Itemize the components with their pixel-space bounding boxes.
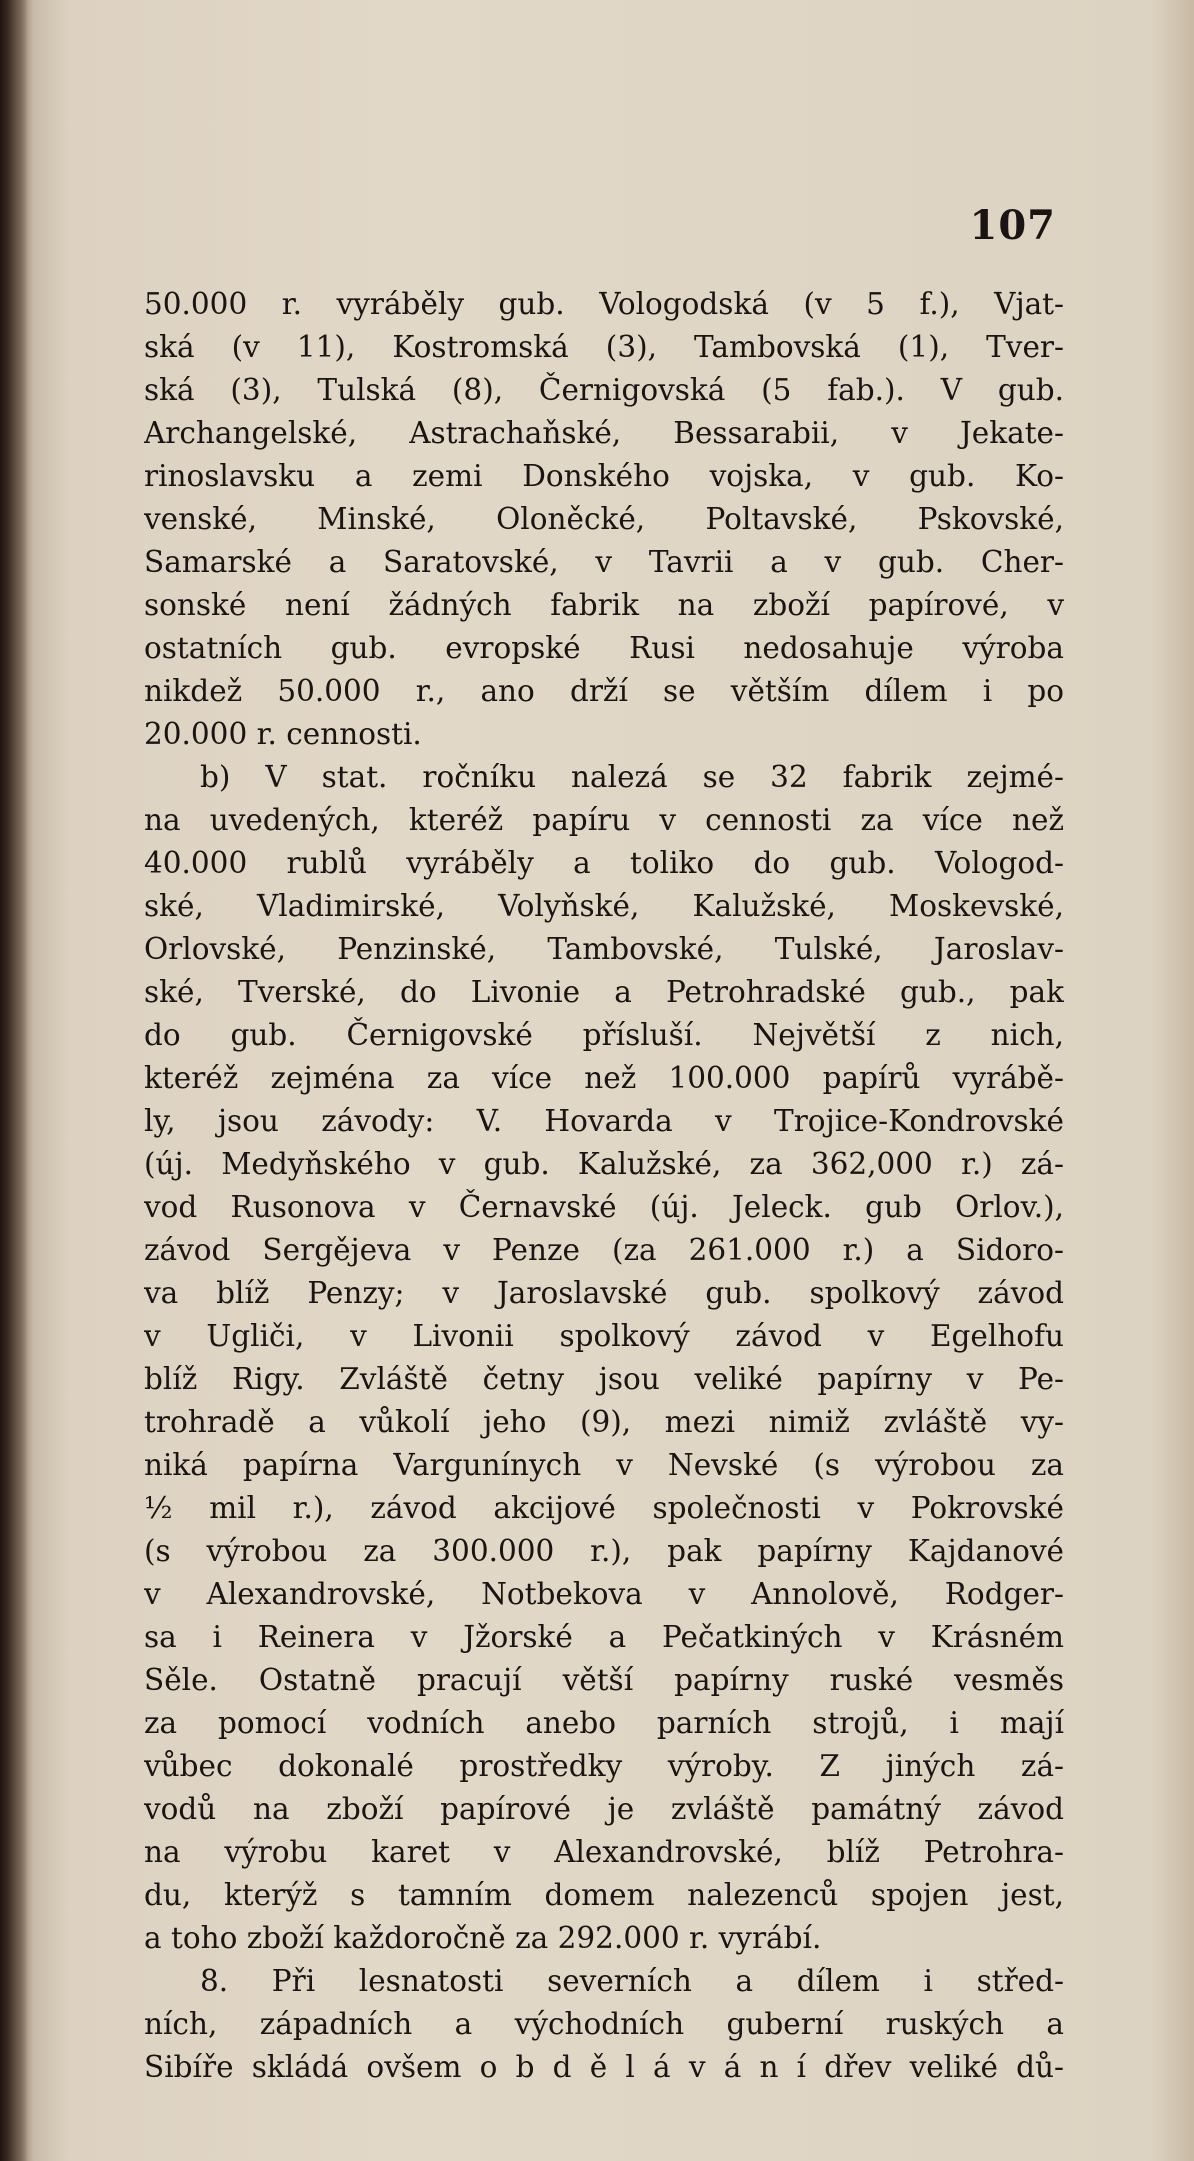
body-text <box>144 283 1064 2089</box>
text-line: trohradě a vůkolí jeho (9), mezi nimiž zvláště vy- <box>144 1405 1064 1439</box>
book-page <box>100 180 1090 2084</box>
text-line: a toho zboží každoročně za 292.000 r. vyrábí. <box>144 1921 822 1955</box>
text-line: Sibíře skládá ovšem o b d ě l á v á n í dřev veliké dů- <box>144 2050 1064 2084</box>
text-line: vodů na zboží papírové je zvláště památný závod <box>144 1792 1064 1826</box>
text-line: 50.000 r. vyráběly gub. Vologodská (v 5 f.), Vjat- <box>144 287 1064 321</box>
text-line: do gub. Černigovské přísluší. Největší z nich, <box>144 1018 1064 1052</box>
text-line: blíž Rigy. Zvláště četny jsou veliké papírny v Pe- <box>144 1362 1064 1396</box>
page-number: 107 <box>969 202 1056 249</box>
text-line: 8. Při lesnatosti severních a dílem i střed- <box>200 1964 1064 1998</box>
text-line: 40.000 rublů vyráběly a toliko do gub. Vologod- <box>144 846 1064 880</box>
text-line: (új. Medyňského v gub. Kalužské, za 362,000 r.) zá- <box>144 1147 1064 1181</box>
text-line: ních, západních a východních guberní ruských a <box>144 2007 1064 2041</box>
book-gutter <box>0 0 28 2161</box>
text-line: Archangelské, Astrachaňské, Bessarabii, v Jekate- <box>144 416 1064 450</box>
text-line: du, kterýž s tamním domem nalezenců spojen jest, <box>144 1878 1064 1912</box>
text-line: ské, Tverské, do Livonie a Petrohradské gub., pak <box>144 975 1064 1009</box>
text-line: ostatních gub. evropské Rusi nedosahuje výroba <box>144 631 1064 665</box>
text-line: rinoslavsku a zemi Donského vojska, v gub. Ko- <box>144 459 1064 493</box>
text-line: sonské není žádných fabrik na zboží papírové, v <box>144 588 1064 622</box>
text-line: venské, Minské, Oloněcké, Poltavské, Pskovské, <box>144 502 1064 536</box>
text-line: vůbec dokonalé prostředky výroby. Z jiných zá- <box>144 1749 1064 1783</box>
text-line: sa i Reinera v Jžorské a Pečatkiných v Krásném <box>144 1620 1064 1654</box>
text-line: za pomocí vodních anebo parních strojů, i mají <box>144 1706 1064 1740</box>
text-line: ½ mil r.), závod akcijové společnosti v Pokrovské <box>144 1491 1064 1525</box>
text-line: niká papírna Vargunínych v Nevské (s výrobou za <box>144 1448 1064 1482</box>
text-line: ská (v 11), Kostromská (3), Tambovská (1), Tver- <box>144 330 1064 364</box>
text-line: ly, jsou závody: V. Hovarda v Trojice-Kondrovské <box>144 1104 1064 1138</box>
text-line: (s výrobou za 300.000 r.), pak papírny Kajdanové <box>144 1534 1064 1568</box>
text-line: v Alexandrovské, Notbekova v Annolově, Rodger- <box>144 1577 1064 1611</box>
text-line: na uvedených, kteréž papíru v cennosti za více než <box>144 803 1064 837</box>
text-line: v Ugliči, v Livonii spolkový závod v Egelhofu <box>144 1319 1064 1353</box>
text-line: 20.000 r. cennosti. <box>144 717 422 751</box>
text-line: Orlovské, Penzinské, Tambovské, Tulské, Jaroslav- <box>144 932 1064 966</box>
text-line: ské, Vladimirské, Volyňské, Kalužské, Moskevské, <box>144 889 1064 923</box>
text-line: b) V stat. ročníku nalezá se 32 fabrik zejmé- <box>200 760 1064 794</box>
text-line: va blíž Penzy; v Jaroslavské gub. spolkový závod <box>144 1276 1064 1310</box>
text-line: Samarské a Saratovské, v Tavrii a v gub. Cher- <box>144 545 1064 579</box>
text-line: závod Sergějeva v Penze (za 261.000 r.) a Sidoro- <box>144 1233 1064 1267</box>
text-line: Sěle. Ostatně pracují větší papírny ruské vesměs <box>144 1663 1064 1697</box>
text-line: ská (3), Tulská (8), Černigovská (5 fab.). V gub. <box>144 373 1064 407</box>
text-line: vod Rusonova v Černavské (új. Jeleck. gub Orlov.), <box>144 1190 1064 1224</box>
text-line: na výrobu karet v Alexandrovské, blíž Petrohra- <box>144 1835 1064 1869</box>
text-line: kteréž zejména za více než 100.000 papírů vyrábě- <box>144 1061 1064 1095</box>
text-line: nikdež 50.000 r., ano drží se větším dílem i po <box>144 674 1064 708</box>
